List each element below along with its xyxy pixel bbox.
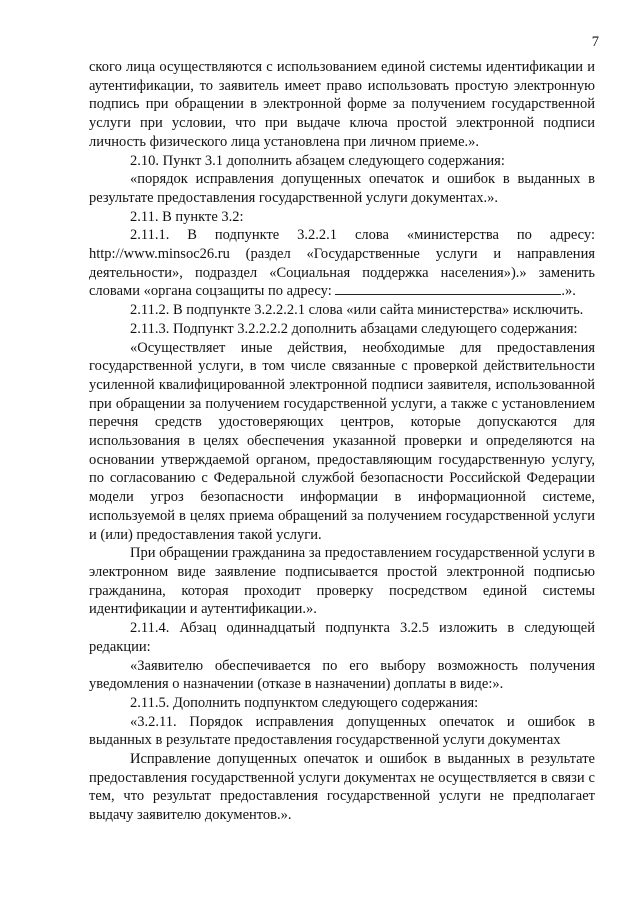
paragraph-citizen-appeal: При обращении гражданина за предоставлением государственной услуги в электронном виде заявление подписывается простой электронной подписью гражданина, которая проходит проверку посредством единой системы идентификации и аутентификации.». bbox=[89, 545, 595, 618]
paragraph-2-10: 2.10. Пункт 3.1 дополнить абзацем следующего содержания: bbox=[130, 152, 505, 169]
paragraph-2-11-1-end: .». bbox=[561, 283, 576, 300]
paragraph-correction-not-performed: Исправление допущенных опечаток и ошибок в выданных в результате предоставления государственной услуги документах не осуществляется в связи с тем, что результат предоставления государственной услуги не предполагает выдачу заявителю документов.». bbox=[89, 751, 595, 824]
page-number: 7 bbox=[591, 34, 599, 50]
paragraph-quote-actions: «Осуществляет иные действия, необходимые для предоставления государственной услуги, в том числе связанные с проверкой действительности усиленной квалифицированной электронной подписи заявителя, использованной при обращении за получением государственной услуги, а также с установлением перечня средств удостоверяющих центров, которые допускаются для использования в целях обеспечения указанной проверки и определяются на основании утверждаемой органом, предоставляющим государственную услугу, по согласованию с Федеральной службой безопасности Российской Федерации модели угроз безопасности информации в информационной системе, используемой в целях приема обращений за получением государственной услуги и (или) предоставления такой услуги. bbox=[89, 339, 595, 543]
paragraph-2-11-2: 2.11.2. В подпункте 3.2.2.2.1 слова «или сайта министерства» исключить. bbox=[130, 302, 584, 319]
document-body bbox=[89, 58, 595, 825]
paragraph-2-11-1 bbox=[89, 226, 595, 301]
paragraph-2-11: 2.11. В пункте 3.2: bbox=[130, 208, 244, 225]
paragraph-2-11-1-text: 2.11.1. В подпункте 3.2.2.1 слова «министерства по адресу: http://www.minsoc26.ru (раздел «Государственные услуги и направления деятельности», подраздел «Социальная поддержка населения»).» заменить словами «органа соцзащиты по адресу: bbox=[89, 227, 595, 300]
paragraph-continuation: ского лица осуществляются с использованием единой системы идентификации и аутентификации, то заявитель имеет право использовать простую электронную подпись при обращении в электронной форме за получением государственной услуги при условии, что при выдаче ключа простой электронной подписи личность физического лица установлена при личном приеме.». bbox=[89, 59, 595, 150]
paragraph-2-11-5: 2.11.5. Дополнить подпунктом следующего содержания: bbox=[130, 694, 479, 711]
paragraph-quote-notification: «Заявителю обеспечивается по его выбору возможность получения уведомления о назначении (отказе в назначении) доплаты в виде:». bbox=[89, 657, 595, 693]
paragraph-2-11-3: 2.11.3. Подпункт 3.2.2.2.2 дополнить абзацами следующего содержания: bbox=[130, 320, 578, 337]
paragraph-2-11-4: 2.11.4. Абзац одиннадцатый подпункта 3.2.5 изложить в следующей редакции: bbox=[89, 620, 595, 655]
paragraph-3-2-11: «3.2.11. Порядок исправления допущенных опечаток и ошибок в выданных в результате предоставления государственной услуги документах bbox=[89, 713, 595, 749]
paragraph-quote-correction: «порядок исправления допущенных опечаток и ошибок в выданных в результате предоставления государственной услуги документах.». bbox=[89, 171, 595, 206]
address-blank-line bbox=[335, 282, 561, 295]
